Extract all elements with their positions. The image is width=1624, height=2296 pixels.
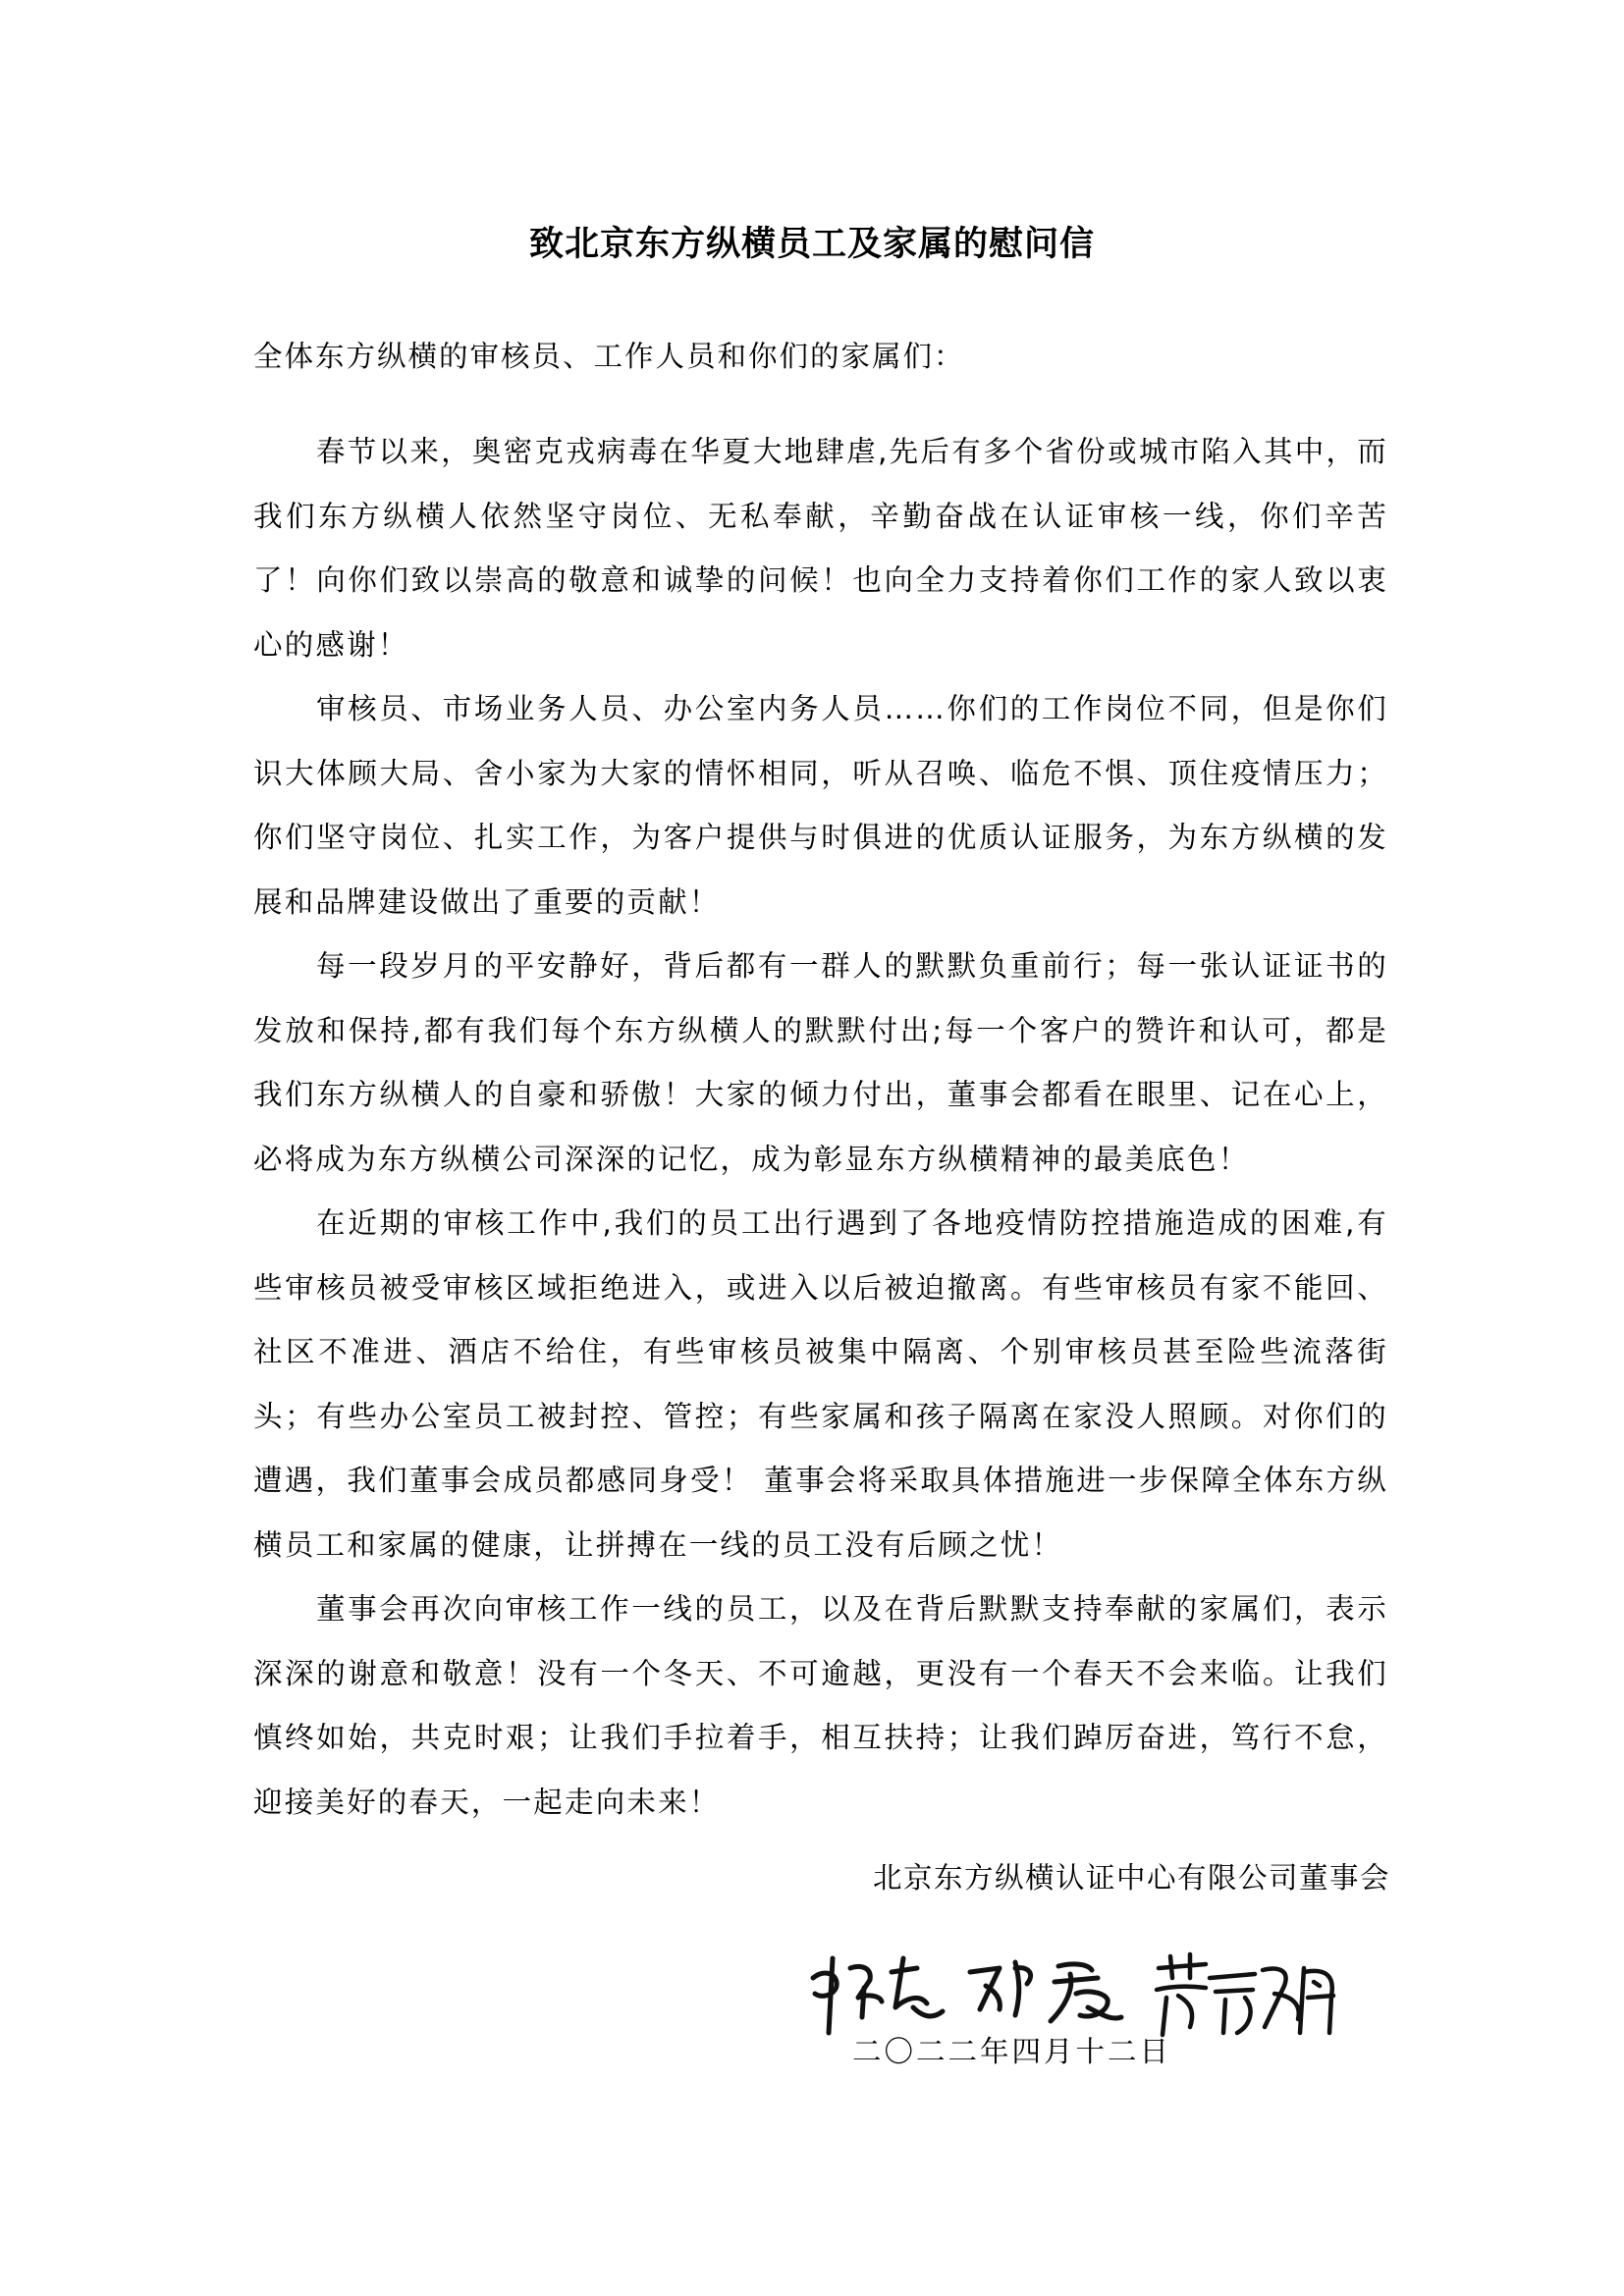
signature-2 [970, 1962, 1121, 2021]
paragraph: 春节以来，奥密克戎病毒在华夏大地肆虐,先后有多个省份或城市陷入其中，而我们东方纵横人依然坚守岗位、无私奉献，辛勤奋战在认证审核一线，你们辛苦了！向你们致以崇高的敬意和诚挚的问候！也向全力支持着你们工作的家人致以衷心的感谢！ [253, 435, 1388, 662]
signature-3 [1157, 1954, 1333, 2035]
signature-1 [813, 1958, 943, 2033]
letter-body [253, 420, 1388, 1835]
letter-date: 二〇二二年四月十二日 [852, 2035, 1172, 2068]
paragraph: 在近期的审核工作中,我们的员工出行遇到了各地疫情防控措施造成的困难,有些审核员被受审核区域拒绝进入，或进入以后被迫撤离。有些审核员有家不能回、社区不准进、酒店不给住，有些审核员被集中隔离、个别审核员甚至险些流落街头；有些办公室员工被封控、管控；有些家属和孩子隔离在家没人照顾。对你们的遭遇，我们董事会成员都感同身受！ 董事会将采取具体措施进一步保障全体东方纵横员工和家属的健康，让拼搏在一线的员工没有后顾之忧！ [253, 1206, 1388, 1562]
salutation: 全体东方纵横的审核员、工作人员和你们的家属们： [253, 340, 965, 373]
letter-title: 致北京东方纵横员工及家属的慰问信 [528, 225, 1095, 264]
paragraph: 每一段岁月的平安静好，背后都有一群人的默默负重前行；每一张认证证书的发放和保持,都有我们每个东方纵横人的默默付出;每一个客户的赞许和认可，都是我们东方纵横人的自豪和骄傲！大家的倾力付出，董事会都看在眼里、记在心上，必将成为东方纵横公司深深的记忆，成为彰显东方纵横精神的最美底色！ [253, 949, 1388, 1176]
paragraph: 审核员、市场业务人员、办公室内务人员……你们的工作岗位不同，但是你们识大体顾大局、舍小家为大家的情怀相同，听从召唤、临危不惧、顶住疫情压力；你们坚守岗位、扎实工作，为客户提供与时俱进的优质认证服务，为东方纵横的发展和品牌建设做出了重要的贡献！ [253, 692, 1388, 919]
paragraph: 董事会再次向审核工作一线的员工，以及在背后默默支持奉献的家属们，表示深深的谢意和敬意！没有一个冬天、不可逾越，更没有一个春天不会来临。让我们慎终如始，共克时艰；让我们手拉着手，相互扶持；让我们踔厉奋进，笃行不怠，迎接美好的春天，一起走向未来！ [253, 1592, 1388, 1819]
signer: 北京东方纵横认证中心有限公司董事会 [872, 1861, 1390, 1895]
